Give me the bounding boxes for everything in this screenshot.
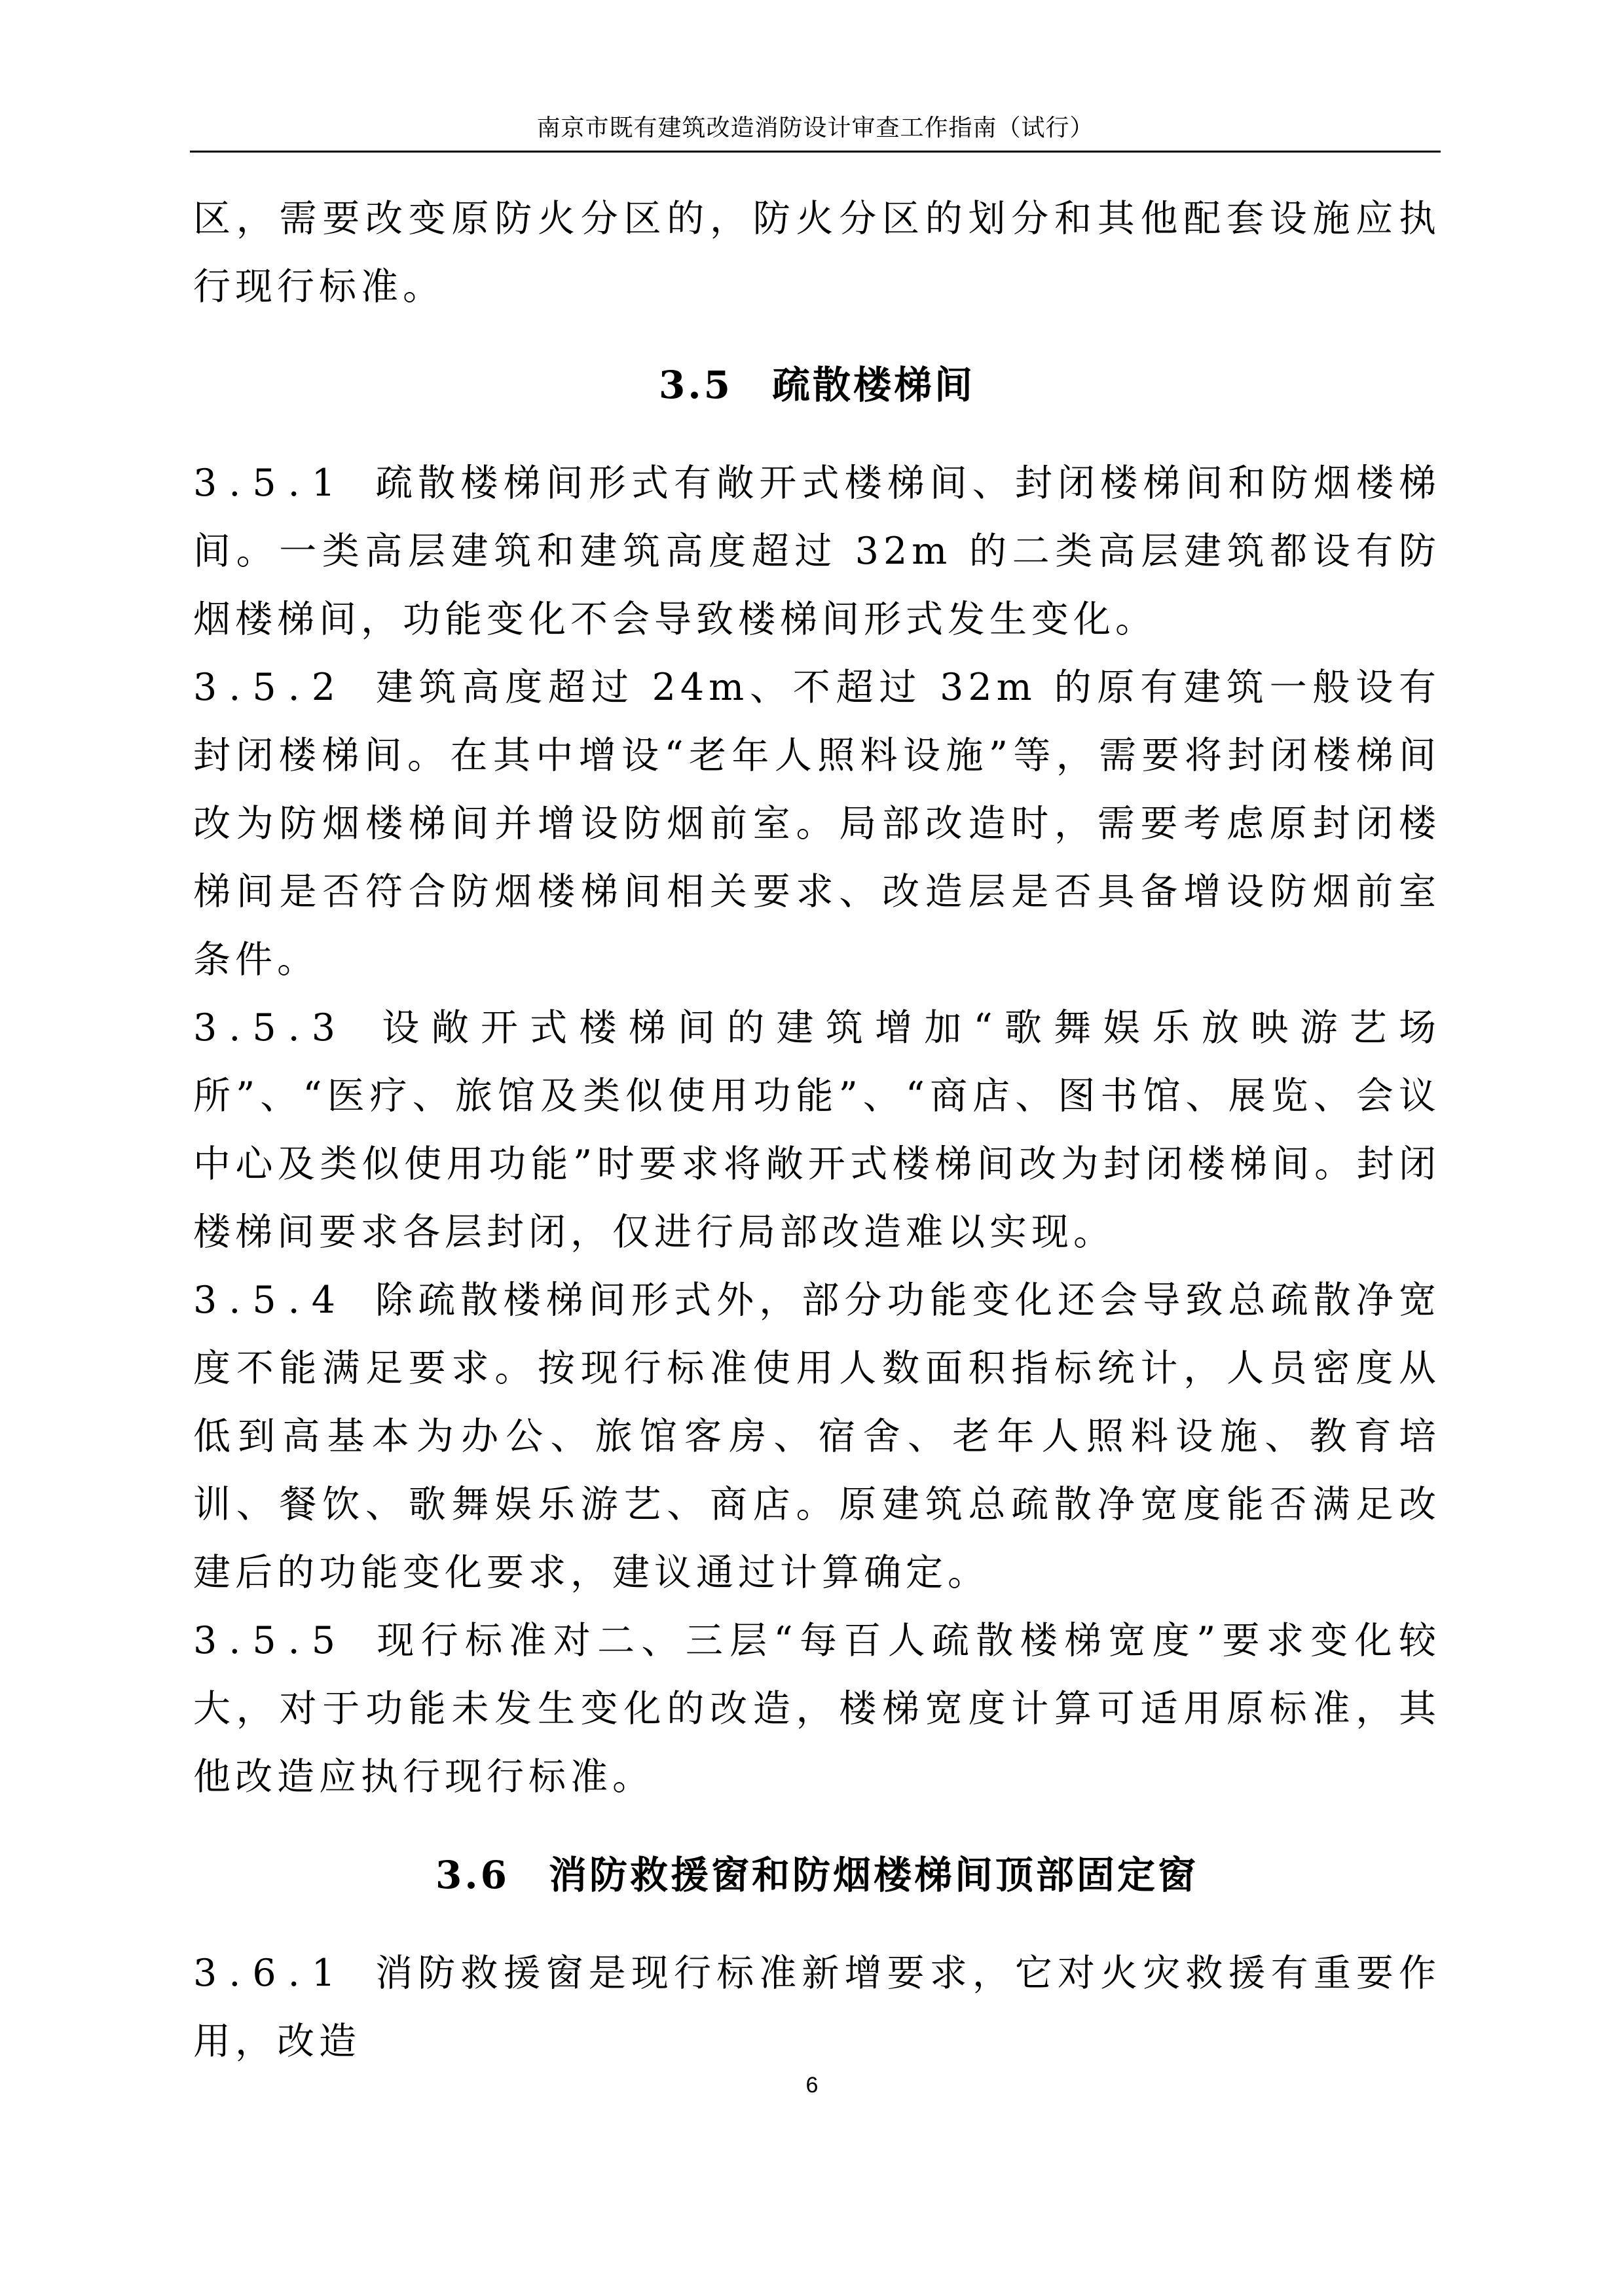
page-content <box>193 185 1441 2070</box>
clause-text: 除疏散楼梯间形式外，部分功能变化还会导致总疏散净宽度不能满足要求。按现行标准使用人数面积指标统计，人员密度从低到高基本为办公、旅馆客房、宿舍、老年人照料设施、教育培训、餐饮、歌舞娱乐游艺、商店。原建筑总疏散净宽度能否满足改建后的功能变化要求，建议通过计算确定。 <box>193 1279 1441 1594</box>
section-heading-3-6 <box>193 1842 1441 1908</box>
clause-3-5-1 <box>193 449 1441 653</box>
clause-number: 3.5.3 <box>193 1006 348 1049</box>
clause-text: 现行标准对二、三层“每百人疏散楼梯宽度”要求变化较大，对于功能未发生变化的改造，楼梯宽度计算可适用原标准，其他改造应执行现行标准。 <box>193 1619 1441 1798</box>
section-number: 3.5 <box>659 363 733 407</box>
clause-3-5-3 <box>193 994 1441 1266</box>
clause-number: 3.5.2 <box>193 666 348 709</box>
clause-number: 3.6.1 <box>193 1952 348 1995</box>
section-heading-3-5 <box>193 352 1441 418</box>
section-title: 疏散楼梯间 <box>771 363 975 407</box>
clause-text: 建筑高度超过 24m、不超过 32m 的原有建筑一般设有封闭楼梯间。在其中增设“老年人照料设施”等，需要将封闭楼梯间改为防烟楼梯间并增设防烟前室。局部改造时，需要考虑原封闭楼梯间是否符合防烟楼梯间相关要求、改造层是否具备增设防烟前室条件。 <box>193 666 1441 981</box>
clause-text: 消防救援窗是现行标准新增要求，它对火灾救援有重要作用，改造 <box>193 1952 1441 2063</box>
clause-number: 3.5.1 <box>193 462 348 505</box>
clause-text: 设敞开式楼梯间的建筑增加“歌舞娱乐放映游艺场所”、“医疗、旅馆及类似使用功能”、“商店、图书馆、展览、会议中心及类似使用功能”时要求将敞开式楼梯间改为封闭楼梯间。封闭楼梯间要求各层封闭，仅进行局部改造难以实现。 <box>193 1006 1441 1254</box>
section-title: 消防救援窗和防烟楼梯间顶部固定窗 <box>548 1853 1198 1897</box>
clause-number: 3.5.5 <box>193 1619 348 1662</box>
clause-text: 疏散楼梯间形式有敞开式楼梯间、封闭楼梯间和防烟楼梯间。一类高层建筑和建筑高度超过 32m 的二类高层建筑都设有防烟楼梯间，功能变化不会导致楼梯间形式发生变化。 <box>193 462 1441 641</box>
clause-3-5-2 <box>193 653 1441 994</box>
clause-number: 3.5.4 <box>193 1279 348 1322</box>
page-header <box>190 111 1441 153</box>
clause-3-5-4 <box>193 1266 1441 1607</box>
page-number: 6 <box>805 2073 819 2098</box>
clause-3-5-5 <box>193 1607 1441 1811</box>
clause-3-6-1 <box>193 1939 1441 2070</box>
section-number: 3.6 <box>435 1853 509 1897</box>
continuation-paragraph: 区，需要改变原防火分区的，防火分区的划分和其他配套设施应执行现行标准。 <box>193 197 1441 308</box>
header-title: 南京市既有建筑改造消防设计审查工作指南（试行） <box>536 115 1094 141</box>
